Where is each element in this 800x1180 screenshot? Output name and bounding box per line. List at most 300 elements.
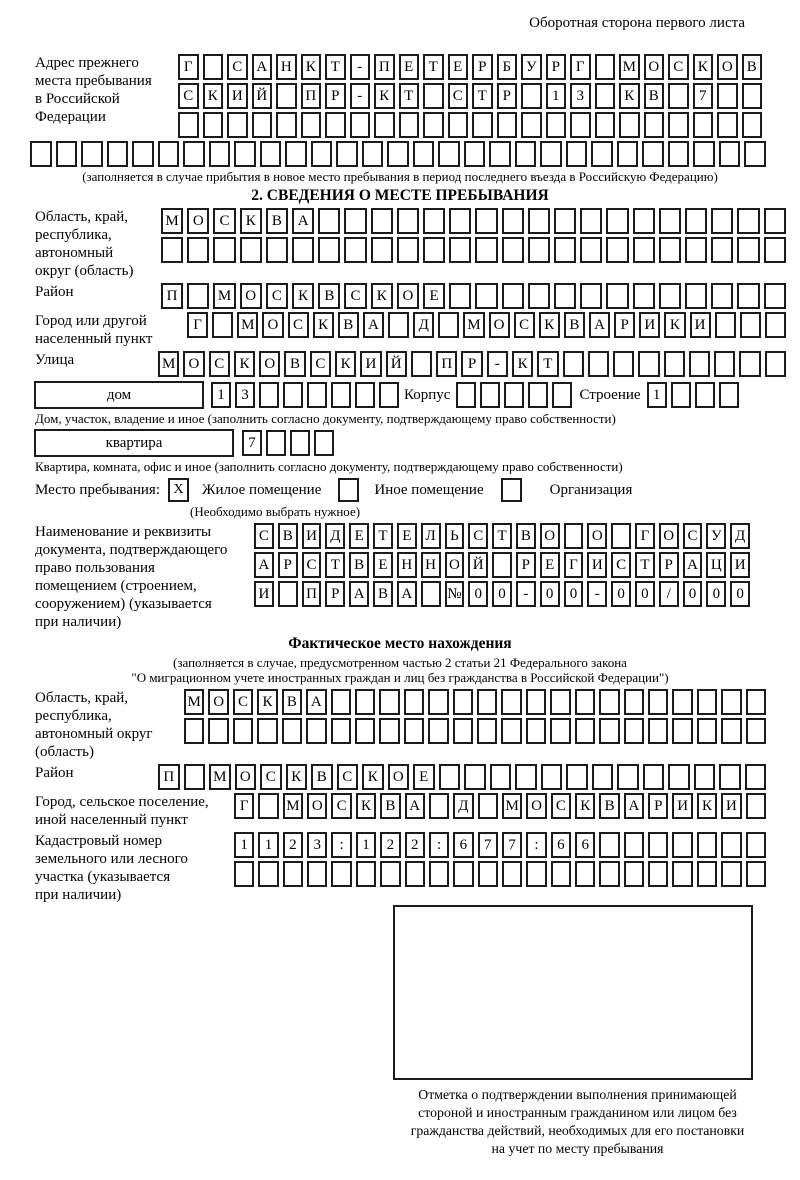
char-cell[interactable]: 3	[235, 382, 255, 408]
char-cell[interactable]	[355, 718, 375, 744]
char-cell[interactable]: 7	[502, 832, 522, 858]
char-cell[interactable]: В	[338, 312, 359, 338]
char-cell[interactable]: 2	[283, 832, 303, 858]
char-cell[interactable]: К	[240, 208, 262, 234]
char-cell[interactable]: Р	[497, 83, 518, 109]
char-cell[interactable]: Р	[278, 552, 298, 578]
char-cell[interactable]	[765, 312, 786, 338]
char-cell[interactable]: К	[539, 312, 560, 338]
char-cell[interactable]: Н	[276, 54, 297, 80]
char-cell[interactable]	[497, 112, 518, 138]
char-cell[interactable]	[325, 112, 346, 138]
char-cell[interactable]	[689, 351, 710, 377]
char-cell[interactable]: Е	[399, 54, 420, 80]
s2-city-row[interactable]	[187, 312, 786, 338]
char-cell[interactable]: А	[397, 581, 417, 607]
char-cell[interactable]: К	[575, 793, 595, 819]
char-cell[interactable]	[633, 208, 655, 234]
char-cell[interactable]: С	[344, 283, 366, 309]
char-cell[interactable]: О	[388, 764, 410, 790]
char-cell[interactable]	[344, 237, 366, 263]
char-cell[interactable]	[685, 283, 707, 309]
char-cell[interactable]	[633, 237, 655, 263]
char-cell[interactable]	[721, 861, 741, 887]
char-cell[interactable]: Г	[178, 54, 199, 80]
char-cell[interactable]	[404, 718, 424, 744]
char-cell[interactable]	[276, 83, 297, 109]
char-cell[interactable]	[478, 793, 498, 819]
char-cell[interactable]: Л	[421, 523, 441, 549]
char-cell[interactable]	[380, 861, 400, 887]
char-cell[interactable]	[515, 764, 537, 790]
char-cell[interactable]	[521, 112, 542, 138]
char-cell[interactable]: /	[659, 581, 679, 607]
char-cell[interactable]: М	[158, 351, 179, 377]
char-cell[interactable]	[314, 430, 334, 456]
char-cell[interactable]: В	[599, 793, 619, 819]
char-cell[interactable]	[387, 141, 409, 167]
char-cell[interactable]: -	[350, 83, 371, 109]
char-cell[interactable]: Т	[325, 552, 345, 578]
char-cell[interactable]: О	[259, 351, 280, 377]
char-cell[interactable]	[258, 793, 278, 819]
char-cell[interactable]: 0	[492, 581, 512, 607]
prev-address-row-3[interactable]	[178, 112, 762, 138]
char-cell[interactable]	[546, 112, 567, 138]
char-cell[interactable]: 0	[564, 581, 584, 607]
char-cell[interactable]	[331, 382, 351, 408]
char-cell[interactable]: Н	[397, 552, 417, 578]
char-cell[interactable]	[721, 718, 741, 744]
char-cell[interactable]	[472, 112, 493, 138]
char-cell[interactable]	[307, 861, 327, 887]
checkbox-zhiloe[interactable]: X	[168, 478, 189, 502]
char-cell[interactable]: Р	[472, 54, 493, 80]
char-cell[interactable]: В	[282, 689, 302, 715]
char-cell[interactable]	[306, 718, 326, 744]
char-cell[interactable]	[282, 718, 302, 744]
char-cell[interactable]	[711, 208, 733, 234]
char-cell[interactable]: Е	[397, 523, 417, 549]
char-cell[interactable]: М	[184, 689, 204, 715]
char-cell[interactable]: Д	[413, 312, 434, 338]
char-cell[interactable]	[606, 283, 628, 309]
char-cell[interactable]	[209, 141, 231, 167]
doc-row-2[interactable]	[254, 552, 750, 578]
char-cell[interactable]	[550, 718, 570, 744]
char-cell[interactable]	[659, 208, 681, 234]
char-cell[interactable]: 7	[242, 430, 262, 456]
char-cell[interactable]	[187, 237, 209, 263]
char-cell[interactable]	[453, 861, 473, 887]
char-cell[interactable]	[475, 237, 497, 263]
char-cell[interactable]	[721, 689, 741, 715]
char-cell[interactable]	[624, 832, 644, 858]
char-cell[interactable]: Г	[187, 312, 208, 338]
char-cell[interactable]	[526, 689, 546, 715]
char-cell[interactable]: Т	[492, 523, 512, 549]
char-cell[interactable]	[719, 764, 741, 790]
char-cell[interactable]	[411, 351, 432, 377]
char-cell[interactable]	[355, 382, 375, 408]
char-cell[interactable]: С	[233, 689, 253, 715]
char-cell[interactable]	[595, 112, 616, 138]
prev-address-row-1[interactable]	[178, 54, 762, 80]
char-cell[interactable]	[489, 141, 511, 167]
char-cell[interactable]	[428, 718, 448, 744]
char-cell[interactable]	[739, 351, 760, 377]
char-cell[interactable]	[566, 141, 588, 167]
char-cell[interactable]	[599, 689, 619, 715]
char-cell[interactable]: С	[178, 83, 199, 109]
char-cell[interactable]	[746, 793, 766, 819]
char-cell[interactable]: П	[301, 83, 322, 109]
char-cell[interactable]	[764, 283, 786, 309]
char-cell[interactable]: С	[302, 552, 322, 578]
char-cell[interactable]: В	[564, 312, 585, 338]
char-cell[interactable]: О	[587, 523, 607, 549]
char-cell[interactable]	[672, 718, 692, 744]
char-cell[interactable]	[575, 718, 595, 744]
char-cell[interactable]: А	[306, 689, 326, 715]
fact-oblast-row-1[interactable]	[184, 689, 766, 715]
char-cell[interactable]	[599, 861, 619, 887]
char-cell[interactable]: Р	[325, 581, 345, 607]
char-cell[interactable]	[453, 718, 473, 744]
checkbox-org[interactable]	[501, 478, 522, 502]
char-cell[interactable]: С	[227, 54, 248, 80]
char-cell[interactable]: Г	[234, 793, 254, 819]
char-cell[interactable]	[659, 283, 681, 309]
char-cell[interactable]	[746, 718, 766, 744]
char-cell[interactable]	[599, 832, 619, 858]
char-cell[interactable]	[423, 208, 445, 234]
char-cell[interactable]	[611, 523, 631, 549]
char-cell[interactable]: Г	[570, 54, 591, 80]
char-cell[interactable]	[477, 689, 497, 715]
char-cell[interactable]	[668, 112, 689, 138]
char-cell[interactable]: №	[445, 581, 465, 607]
char-cell[interactable]	[643, 764, 665, 790]
char-cell[interactable]	[107, 141, 129, 167]
char-cell[interactable]	[764, 237, 786, 263]
char-cell[interactable]: В	[373, 581, 393, 607]
char-cell[interactable]: О	[307, 793, 327, 819]
char-cell[interactable]	[350, 112, 371, 138]
char-cell[interactable]	[606, 237, 628, 263]
char-cell[interactable]: С	[260, 764, 282, 790]
s2-oblast-row-1[interactable]	[161, 208, 786, 234]
char-cell[interactable]	[617, 141, 639, 167]
char-cell[interactable]: К	[374, 83, 395, 109]
char-cell[interactable]	[278, 581, 298, 607]
char-cell[interactable]	[397, 208, 419, 234]
char-cell[interactable]	[744, 141, 766, 167]
char-cell[interactable]: :	[526, 832, 546, 858]
char-cell[interactable]: 0	[540, 581, 560, 607]
char-cell[interactable]: 1	[356, 832, 376, 858]
char-cell[interactable]	[502, 237, 524, 263]
prev-address-row-2[interactable]	[178, 83, 762, 109]
char-cell[interactable]: Н	[421, 552, 441, 578]
char-cell[interactable]: Е	[413, 764, 435, 790]
char-cell[interactable]: Р	[461, 351, 482, 377]
char-cell[interactable]	[648, 832, 668, 858]
char-cell[interactable]: Д	[730, 523, 750, 549]
char-cell[interactable]	[737, 283, 759, 309]
char-cell[interactable]	[439, 764, 461, 790]
char-cell[interactable]	[449, 208, 471, 234]
char-cell[interactable]: М	[283, 793, 303, 819]
char-cell[interactable]	[438, 312, 459, 338]
char-cell[interactable]	[580, 208, 602, 234]
char-cell[interactable]: -	[516, 581, 536, 607]
char-cell[interactable]: Т	[373, 523, 393, 549]
char-cell[interactable]	[413, 141, 435, 167]
char-cell[interactable]: Т	[325, 54, 346, 80]
char-cell[interactable]: Б	[497, 54, 518, 80]
char-cell[interactable]: Е	[423, 283, 445, 309]
char-cell[interactable]	[301, 112, 322, 138]
char-cell[interactable]: А	[589, 312, 610, 338]
char-cell[interactable]	[178, 112, 199, 138]
char-cell[interactable]: 3	[570, 83, 591, 109]
char-cell[interactable]	[526, 718, 546, 744]
char-cell[interactable]: С	[310, 351, 331, 377]
char-cell[interactable]: О	[262, 312, 283, 338]
char-cell[interactable]	[719, 141, 741, 167]
char-cell[interactable]: М	[502, 793, 522, 819]
char-cell[interactable]	[528, 382, 548, 408]
char-cell[interactable]: К	[697, 793, 717, 819]
char-cell[interactable]	[765, 351, 786, 377]
char-cell[interactable]: Р	[648, 793, 668, 819]
char-cell[interactable]: Т	[472, 83, 493, 109]
char-cell[interactable]: И	[360, 351, 381, 377]
char-cell[interactable]	[184, 718, 204, 744]
char-cell[interactable]: С	[448, 83, 469, 109]
char-cell[interactable]: О	[489, 312, 510, 338]
char-cell[interactable]	[554, 208, 576, 234]
char-cell[interactable]	[570, 112, 591, 138]
char-cell[interactable]: В	[278, 523, 298, 549]
char-cell[interactable]	[429, 793, 449, 819]
char-cell[interactable]: Й	[468, 552, 488, 578]
s2-street-row[interactable]	[158, 351, 786, 377]
char-cell[interactable]	[285, 141, 307, 167]
char-cell[interactable]: К	[619, 83, 640, 109]
char-cell[interactable]	[564, 523, 584, 549]
char-cell[interactable]: К	[203, 83, 224, 109]
char-cell[interactable]	[283, 861, 303, 887]
char-cell[interactable]	[158, 141, 180, 167]
char-cell[interactable]	[764, 208, 786, 234]
char-cell[interactable]	[259, 382, 279, 408]
char-cell[interactable]: Т	[635, 552, 655, 578]
char-cell[interactable]: О	[235, 764, 257, 790]
char-cell[interactable]: К	[234, 351, 255, 377]
char-cell[interactable]	[502, 208, 524, 234]
char-cell[interactable]: 0	[635, 581, 655, 607]
char-cell[interactable]	[624, 861, 644, 887]
char-cell[interactable]	[697, 689, 717, 715]
char-cell[interactable]	[480, 382, 500, 408]
char-cell[interactable]: В	[266, 208, 288, 234]
char-cell[interactable]: У	[706, 523, 726, 549]
char-cell[interactable]	[331, 718, 351, 744]
char-cell[interactable]	[234, 861, 254, 887]
char-cell[interactable]	[478, 861, 498, 887]
char-cell[interactable]	[234, 141, 256, 167]
char-cell[interactable]: 1	[258, 832, 278, 858]
char-cell[interactable]	[664, 351, 685, 377]
char-cell[interactable]: К	[356, 793, 376, 819]
char-cell[interactable]	[464, 141, 486, 167]
char-cell[interactable]: И	[730, 552, 750, 578]
char-cell[interactable]	[599, 718, 619, 744]
char-cell[interactable]	[554, 283, 576, 309]
char-cell[interactable]	[737, 237, 759, 263]
char-cell[interactable]	[449, 237, 471, 263]
char-cell[interactable]: М	[161, 208, 183, 234]
char-cell[interactable]: А	[252, 54, 273, 80]
char-cell[interactable]	[644, 112, 665, 138]
char-cell[interactable]: :	[429, 832, 449, 858]
cadastre-row-1[interactable]	[234, 832, 766, 858]
char-cell[interactable]: К	[335, 351, 356, 377]
char-cell[interactable]	[551, 861, 571, 887]
fact-city-row[interactable]	[234, 793, 766, 819]
char-cell[interactable]: Т	[423, 54, 444, 80]
char-cell[interactable]: П	[302, 581, 322, 607]
char-cell[interactable]: К	[693, 54, 714, 80]
char-cell[interactable]	[240, 237, 262, 263]
char-cell[interactable]: В	[349, 552, 369, 578]
doc-row-1[interactable]	[254, 523, 750, 549]
char-cell[interactable]: М	[463, 312, 484, 338]
char-cell[interactable]	[742, 83, 763, 109]
char-cell[interactable]	[477, 718, 497, 744]
char-cell[interactable]	[502, 283, 524, 309]
char-cell[interactable]	[502, 861, 522, 887]
char-cell[interactable]	[492, 552, 512, 578]
char-cell[interactable]	[552, 382, 572, 408]
char-cell[interactable]	[668, 83, 689, 109]
char-cell[interactable]: Р	[325, 83, 346, 109]
char-cell[interactable]	[399, 112, 420, 138]
char-cell[interactable]: А	[349, 581, 369, 607]
char-cell[interactable]: 0	[706, 581, 726, 607]
char-cell[interactable]: И	[639, 312, 660, 338]
char-cell[interactable]: С	[514, 312, 535, 338]
char-cell[interactable]	[276, 112, 297, 138]
char-cell[interactable]: С	[611, 552, 631, 578]
char-cell[interactable]: 1	[211, 382, 231, 408]
char-cell[interactable]: 3	[307, 832, 327, 858]
char-cell[interactable]: К	[362, 764, 384, 790]
char-cell[interactable]: 2	[405, 832, 425, 858]
char-cell[interactable]	[717, 112, 738, 138]
char-cell[interactable]: О	[240, 283, 262, 309]
char-cell[interactable]	[379, 382, 399, 408]
char-cell[interactable]: А	[254, 552, 274, 578]
char-cell[interactable]	[290, 430, 310, 456]
char-cell[interactable]	[580, 283, 602, 309]
char-cell[interactable]	[203, 54, 224, 80]
char-cell[interactable]	[266, 430, 286, 456]
char-cell[interactable]: 0	[730, 581, 750, 607]
char-cell[interactable]: И	[587, 552, 607, 578]
char-cell[interactable]: -	[350, 54, 371, 80]
char-cell[interactable]	[697, 718, 717, 744]
char-cell[interactable]: К	[313, 312, 334, 338]
char-cell[interactable]	[260, 141, 282, 167]
char-cell[interactable]: К	[286, 764, 308, 790]
char-cell[interactable]	[685, 237, 707, 263]
char-cell[interactable]: 1	[546, 83, 567, 109]
char-cell[interactable]	[428, 689, 448, 715]
char-cell[interactable]: С	[288, 312, 309, 338]
prev-address-row-4[interactable]	[30, 141, 766, 167]
char-cell[interactable]: И	[254, 581, 274, 607]
char-cell[interactable]	[528, 283, 550, 309]
char-cell[interactable]: 1	[647, 382, 667, 408]
char-cell[interactable]	[648, 861, 668, 887]
char-cell[interactable]: Е	[349, 523, 369, 549]
char-cell[interactable]: О	[183, 351, 204, 377]
char-cell[interactable]	[429, 861, 449, 887]
char-cell[interactable]: В	[311, 764, 333, 790]
char-cell[interactable]	[595, 83, 616, 109]
char-cell[interactable]: С	[254, 523, 274, 549]
char-cell[interactable]: П	[158, 764, 180, 790]
char-cell[interactable]	[541, 764, 563, 790]
char-cell[interactable]: Р	[659, 552, 679, 578]
char-cell[interactable]	[648, 689, 668, 715]
char-cell[interactable]: Е	[448, 54, 469, 80]
char-cell[interactable]	[595, 54, 616, 80]
char-cell[interactable]	[575, 861, 595, 887]
char-cell[interactable]: 7	[693, 83, 714, 109]
char-cell[interactable]	[745, 764, 767, 790]
char-cell[interactable]	[619, 112, 640, 138]
char-cell[interactable]	[554, 237, 576, 263]
char-cell[interactable]: И	[302, 523, 322, 549]
char-cell[interactable]	[668, 141, 690, 167]
char-cell[interactable]	[371, 237, 393, 263]
char-cell[interactable]	[423, 237, 445, 263]
char-cell[interactable]: Й	[252, 83, 273, 109]
char-cell[interactable]	[404, 689, 424, 715]
char-cell[interactable]	[617, 764, 639, 790]
char-cell[interactable]	[318, 237, 340, 263]
char-cell[interactable]	[501, 689, 521, 715]
char-cell[interactable]: Р	[546, 54, 567, 80]
char-cell[interactable]	[208, 718, 228, 744]
char-cell[interactable]	[475, 283, 497, 309]
char-cell[interactable]: Е	[373, 552, 393, 578]
char-cell[interactable]	[379, 689, 399, 715]
char-cell[interactable]	[624, 718, 644, 744]
doc-row-3[interactable]	[254, 581, 750, 607]
char-cell[interactable]	[580, 237, 602, 263]
char-cell[interactable]: А	[292, 208, 314, 234]
char-cell[interactable]: В	[742, 54, 763, 80]
char-cell[interactable]: О	[717, 54, 738, 80]
char-cell[interactable]: 6	[453, 832, 473, 858]
cadastre-row-2[interactable]	[234, 861, 766, 887]
char-cell[interactable]	[257, 718, 277, 744]
